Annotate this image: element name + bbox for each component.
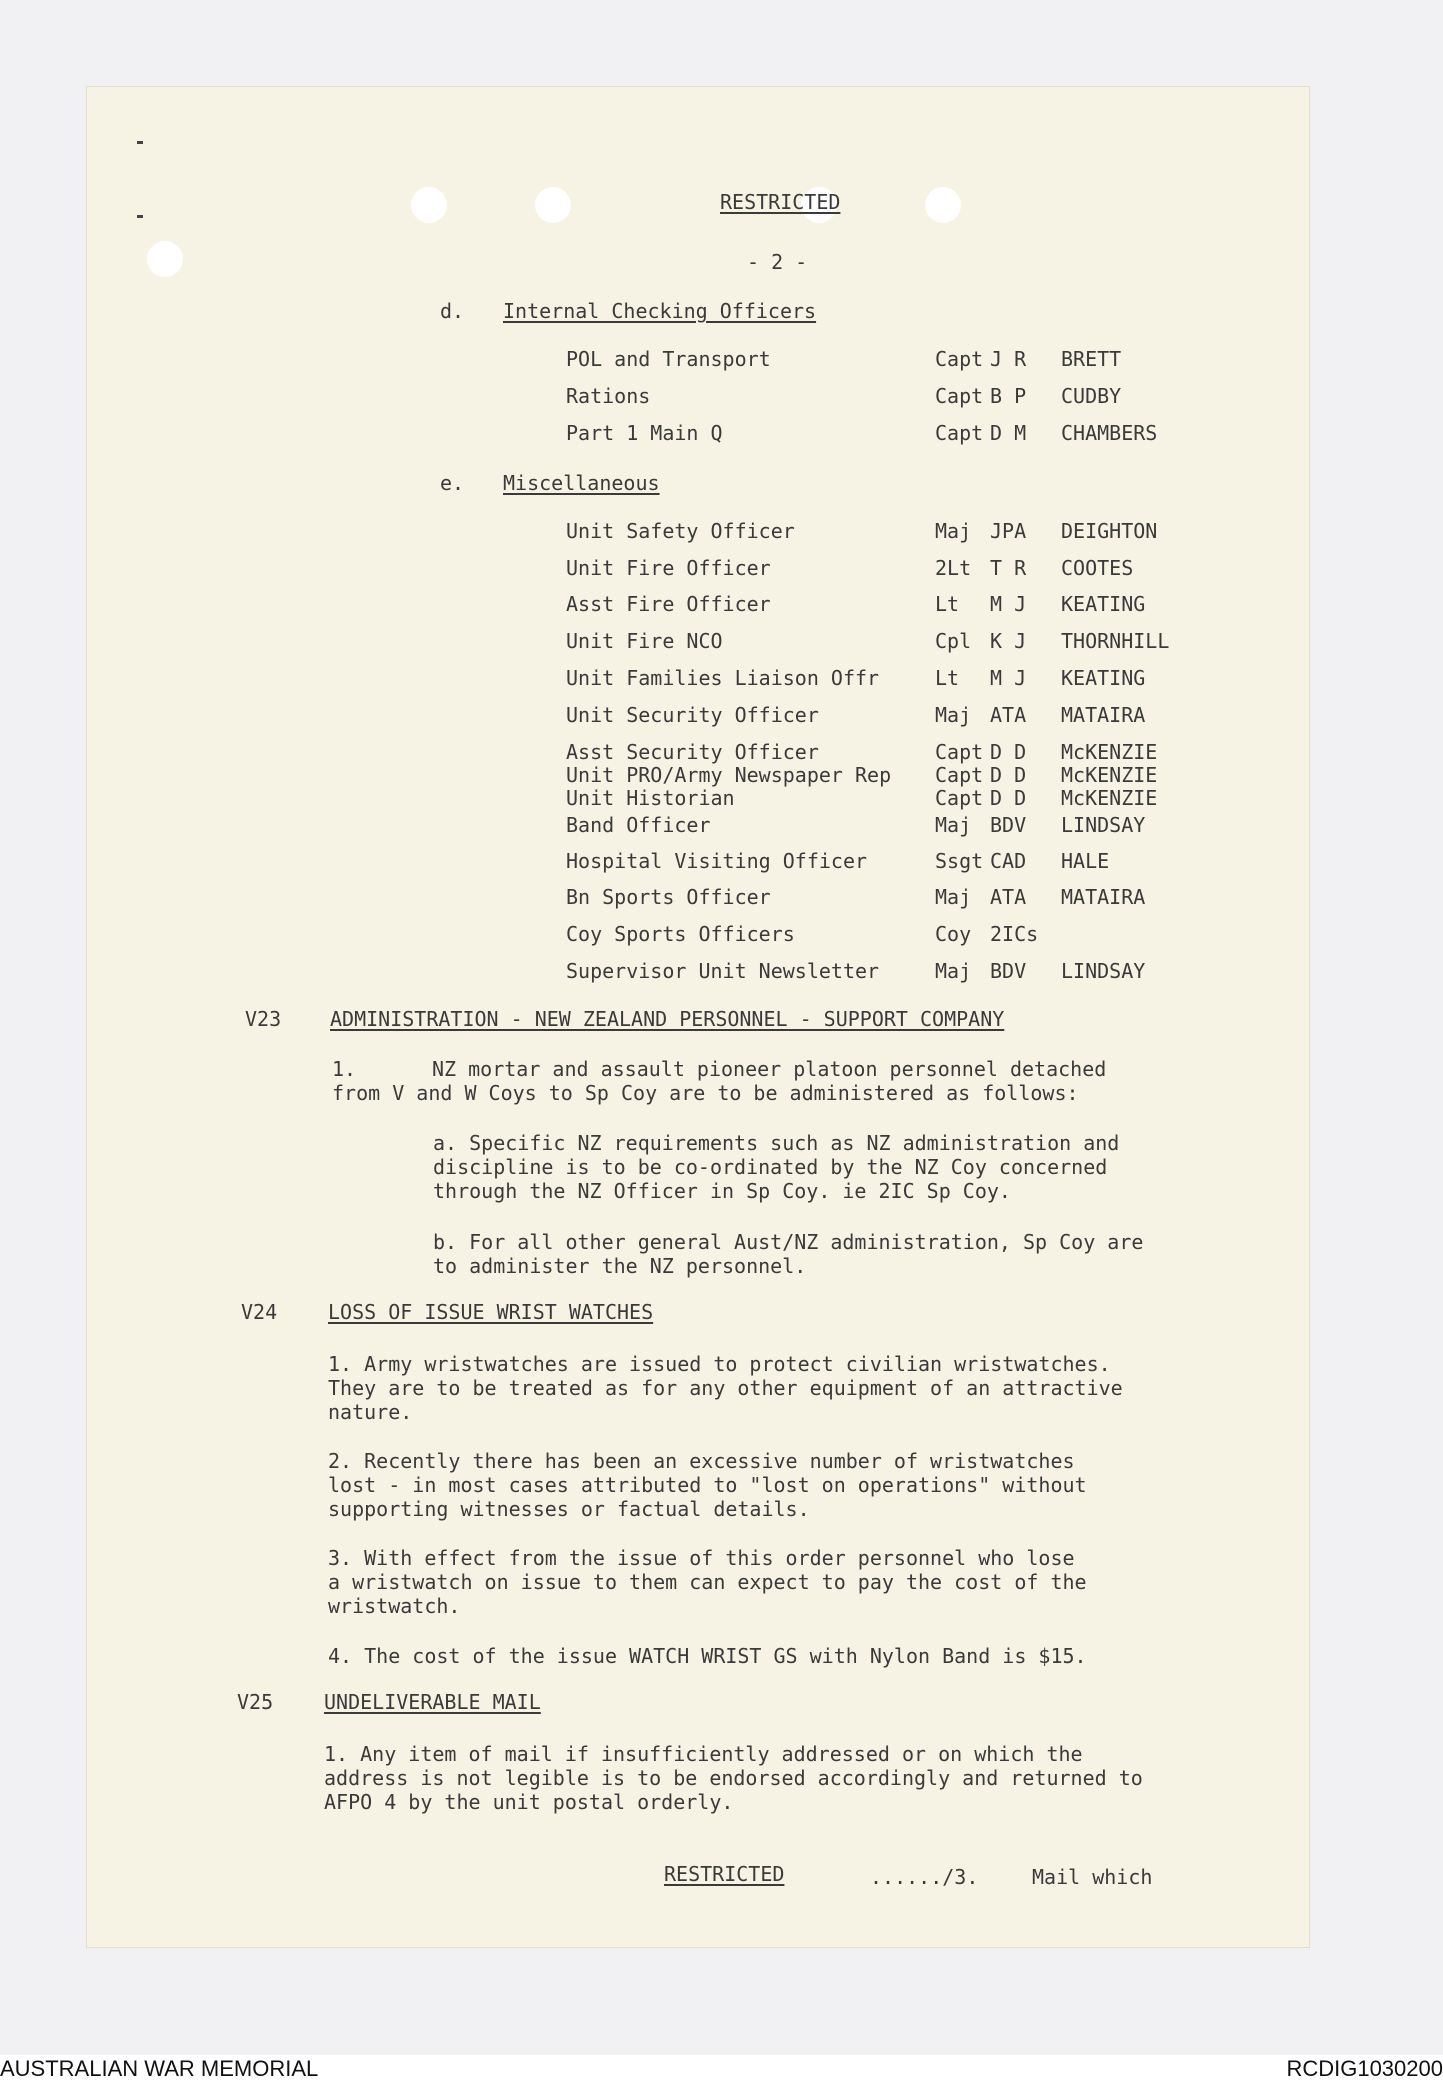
archive-name: AUSTRALIAN WAR MEMORIAL (0, 2056, 319, 2081)
officer-initials: 2ICs (990, 922, 1039, 946)
officer-rank: Capt (935, 763, 984, 787)
officer-name: KEATING (1061, 592, 1146, 616)
officer-name: THORNHILL (1061, 629, 1170, 653)
section-d-letter: d. (440, 299, 465, 323)
officer-initials: ATA (990, 703, 1027, 727)
v25-para-1: 1. Any item of mail if insufficiently addressed or on which the address is not legible is to be endorsed accordingly and returned to AFPO 4 by the unit postal orderly. (324, 1742, 1143, 1814)
officer-role: Unit Fire Officer (566, 556, 771, 580)
officer-role: POL and Transport (566, 347, 771, 371)
officer-role: Band Officer (566, 813, 711, 837)
officer-rank: 2Lt (935, 556, 972, 580)
officer-role: Coy Sports Officers (566, 922, 795, 946)
officer-initials: CAD (990, 849, 1027, 873)
officer-rank: Capt (935, 421, 984, 445)
officer-name: McKENZIE (1061, 740, 1158, 764)
archive-footer (0, 2055, 1443, 2082)
classification-footer: RESTRICTED (664, 1862, 785, 1886)
officer-role: Unit Families Liaison Offr (566, 666, 880, 690)
officer-name: DEIGHTON (1061, 519, 1158, 543)
v24-para-1: 1. Army wristwatches are issued to protect civilian wristwatches. They are to be treated as for any other equipment of an attractive nature. (328, 1352, 1123, 1424)
v23-para-b: b. For all other general Aust/NZ administration, Sp Coy are to administer the NZ personnel. (433, 1230, 1144, 1278)
continuation-mark: ....../3. (870, 1865, 979, 1889)
officer-rank: Maj (935, 703, 972, 727)
officer-name: BRETT (1061, 347, 1122, 371)
order-title-v25: UNDELIVERABLE MAIL (324, 1690, 541, 1714)
archive-reference: RCDIG1030200 (1286, 2056, 1443, 2081)
officer-role: Bn Sports Officer (566, 885, 771, 909)
officer-initials: M J (990, 666, 1027, 690)
officer-name: MATAIRA (1061, 885, 1146, 909)
document-page (87, 87, 1309, 1947)
punch-hole (535, 187, 571, 223)
officer-rank: Maj (935, 959, 972, 983)
v24-para-3: 3. With effect from the issue of this order personnel who lose a wristwatch on issue to them can expect to pay the cost of the wristwatch. (328, 1546, 1087, 1618)
section-e-title: Miscellaneous (503, 471, 660, 495)
officer-rank: Capt (935, 347, 984, 371)
punch-hole (411, 187, 447, 223)
officer-rank: Cpl (935, 629, 972, 653)
officer-initials: D M (990, 421, 1027, 445)
classification-header: RESTRICTED (720, 190, 841, 214)
catchword: Mail which (1032, 1865, 1153, 1889)
officer-initials: BDV (990, 813, 1027, 837)
section-e-letter: e. (440, 471, 465, 495)
officer-name: LINDSAY (1061, 813, 1146, 837)
officer-rank: Coy (935, 922, 972, 946)
officer-role: Asst Fire Officer (566, 592, 771, 616)
order-code-v25: V25 (237, 1690, 274, 1714)
v24-para-4: 4. The cost of the issue WATCH WRIST GS with Nylon Band is $15. (328, 1644, 1087, 1668)
officer-initials: ATA (990, 885, 1027, 909)
v23-para-number: 1. (332, 1057, 357, 1081)
officer-name: COOTES (1061, 556, 1134, 580)
officer-name: CUDBY (1061, 384, 1122, 408)
officer-rank: Capt (935, 384, 984, 408)
section-d-title: Internal Checking Officers (503, 299, 817, 323)
page-number: - 2 - (747, 250, 808, 274)
officer-name: MATAIRA (1061, 703, 1146, 727)
officer-initials: B P (990, 384, 1027, 408)
officer-initials: J R (990, 347, 1027, 371)
officer-role: Rations (566, 384, 651, 408)
officer-rank: Maj (935, 813, 972, 837)
officer-name: CHAMBERS (1061, 421, 1158, 445)
officer-initials: M J (990, 592, 1027, 616)
officer-role: Hospital Visiting Officer (566, 849, 868, 873)
officer-name: HALE (1061, 849, 1110, 873)
v23-para-a: a. Specific NZ requirements such as NZ administration and discipline is to be co-ordinated by the NZ Coy concerned through the NZ Officer in Sp Coy. ie 2IC Sp Coy. (433, 1131, 1120, 1203)
officer-role: Unit Historian (566, 786, 735, 810)
officer-role: Unit Fire NCO (566, 629, 723, 653)
punch-hole (925, 187, 961, 223)
punch-hole (147, 241, 183, 277)
order-title-v23: ADMINISTRATION - NEW ZEALAND PERSONNEL - SUPPORT COMPANY (330, 1007, 1005, 1031)
officer-initials: K J (990, 629, 1027, 653)
officer-name: McKENZIE (1061, 763, 1158, 787)
officer-rank: Lt (935, 592, 960, 616)
officer-role: Unit Security Officer (566, 703, 819, 727)
officer-rank: Capt (935, 740, 984, 764)
officer-name: LINDSAY (1061, 959, 1146, 983)
officer-initials: T R (990, 556, 1027, 580)
officer-rank: Lt (935, 666, 960, 690)
v24-para-2: 2. Recently there has been an excessive number of wristwatches lost - in most cases attributed to "lost on operations" without supporting witnesses or factual details. (328, 1449, 1087, 1521)
officer-rank: Maj (935, 519, 972, 543)
order-code-v23: V23 (245, 1007, 282, 1031)
v23-para-1: NZ mortar and assault pioneer platoon personnel detached from V and W Coys to Sp Coy are to be administered as follows: (332, 1057, 1107, 1105)
order-code-v24: V24 (241, 1300, 278, 1324)
officer-rank: Capt (935, 786, 984, 810)
officer-role: Unit Safety Officer (566, 519, 795, 543)
officer-role: Unit PRO/Army Newspaper Rep (566, 763, 892, 787)
officer-initials: JPA (990, 519, 1027, 543)
officer-initials: D D (990, 763, 1027, 787)
officer-rank: Maj (935, 885, 972, 909)
officer-role: Part 1 Main Q (566, 421, 723, 445)
officer-rank: Ssgt (935, 849, 984, 873)
margin-mark (137, 215, 143, 218)
officer-initials: D D (990, 786, 1027, 810)
officer-name: McKENZIE (1061, 786, 1158, 810)
margin-mark (137, 141, 143, 144)
officer-name: KEATING (1061, 666, 1146, 690)
officer-role: Asst Security Officer (566, 740, 819, 764)
officer-initials: BDV (990, 959, 1027, 983)
order-title-v24: LOSS OF ISSUE WRIST WATCHES (328, 1300, 654, 1324)
officer-role: Supervisor Unit Newsletter (566, 959, 880, 983)
officer-initials: D D (990, 740, 1027, 764)
